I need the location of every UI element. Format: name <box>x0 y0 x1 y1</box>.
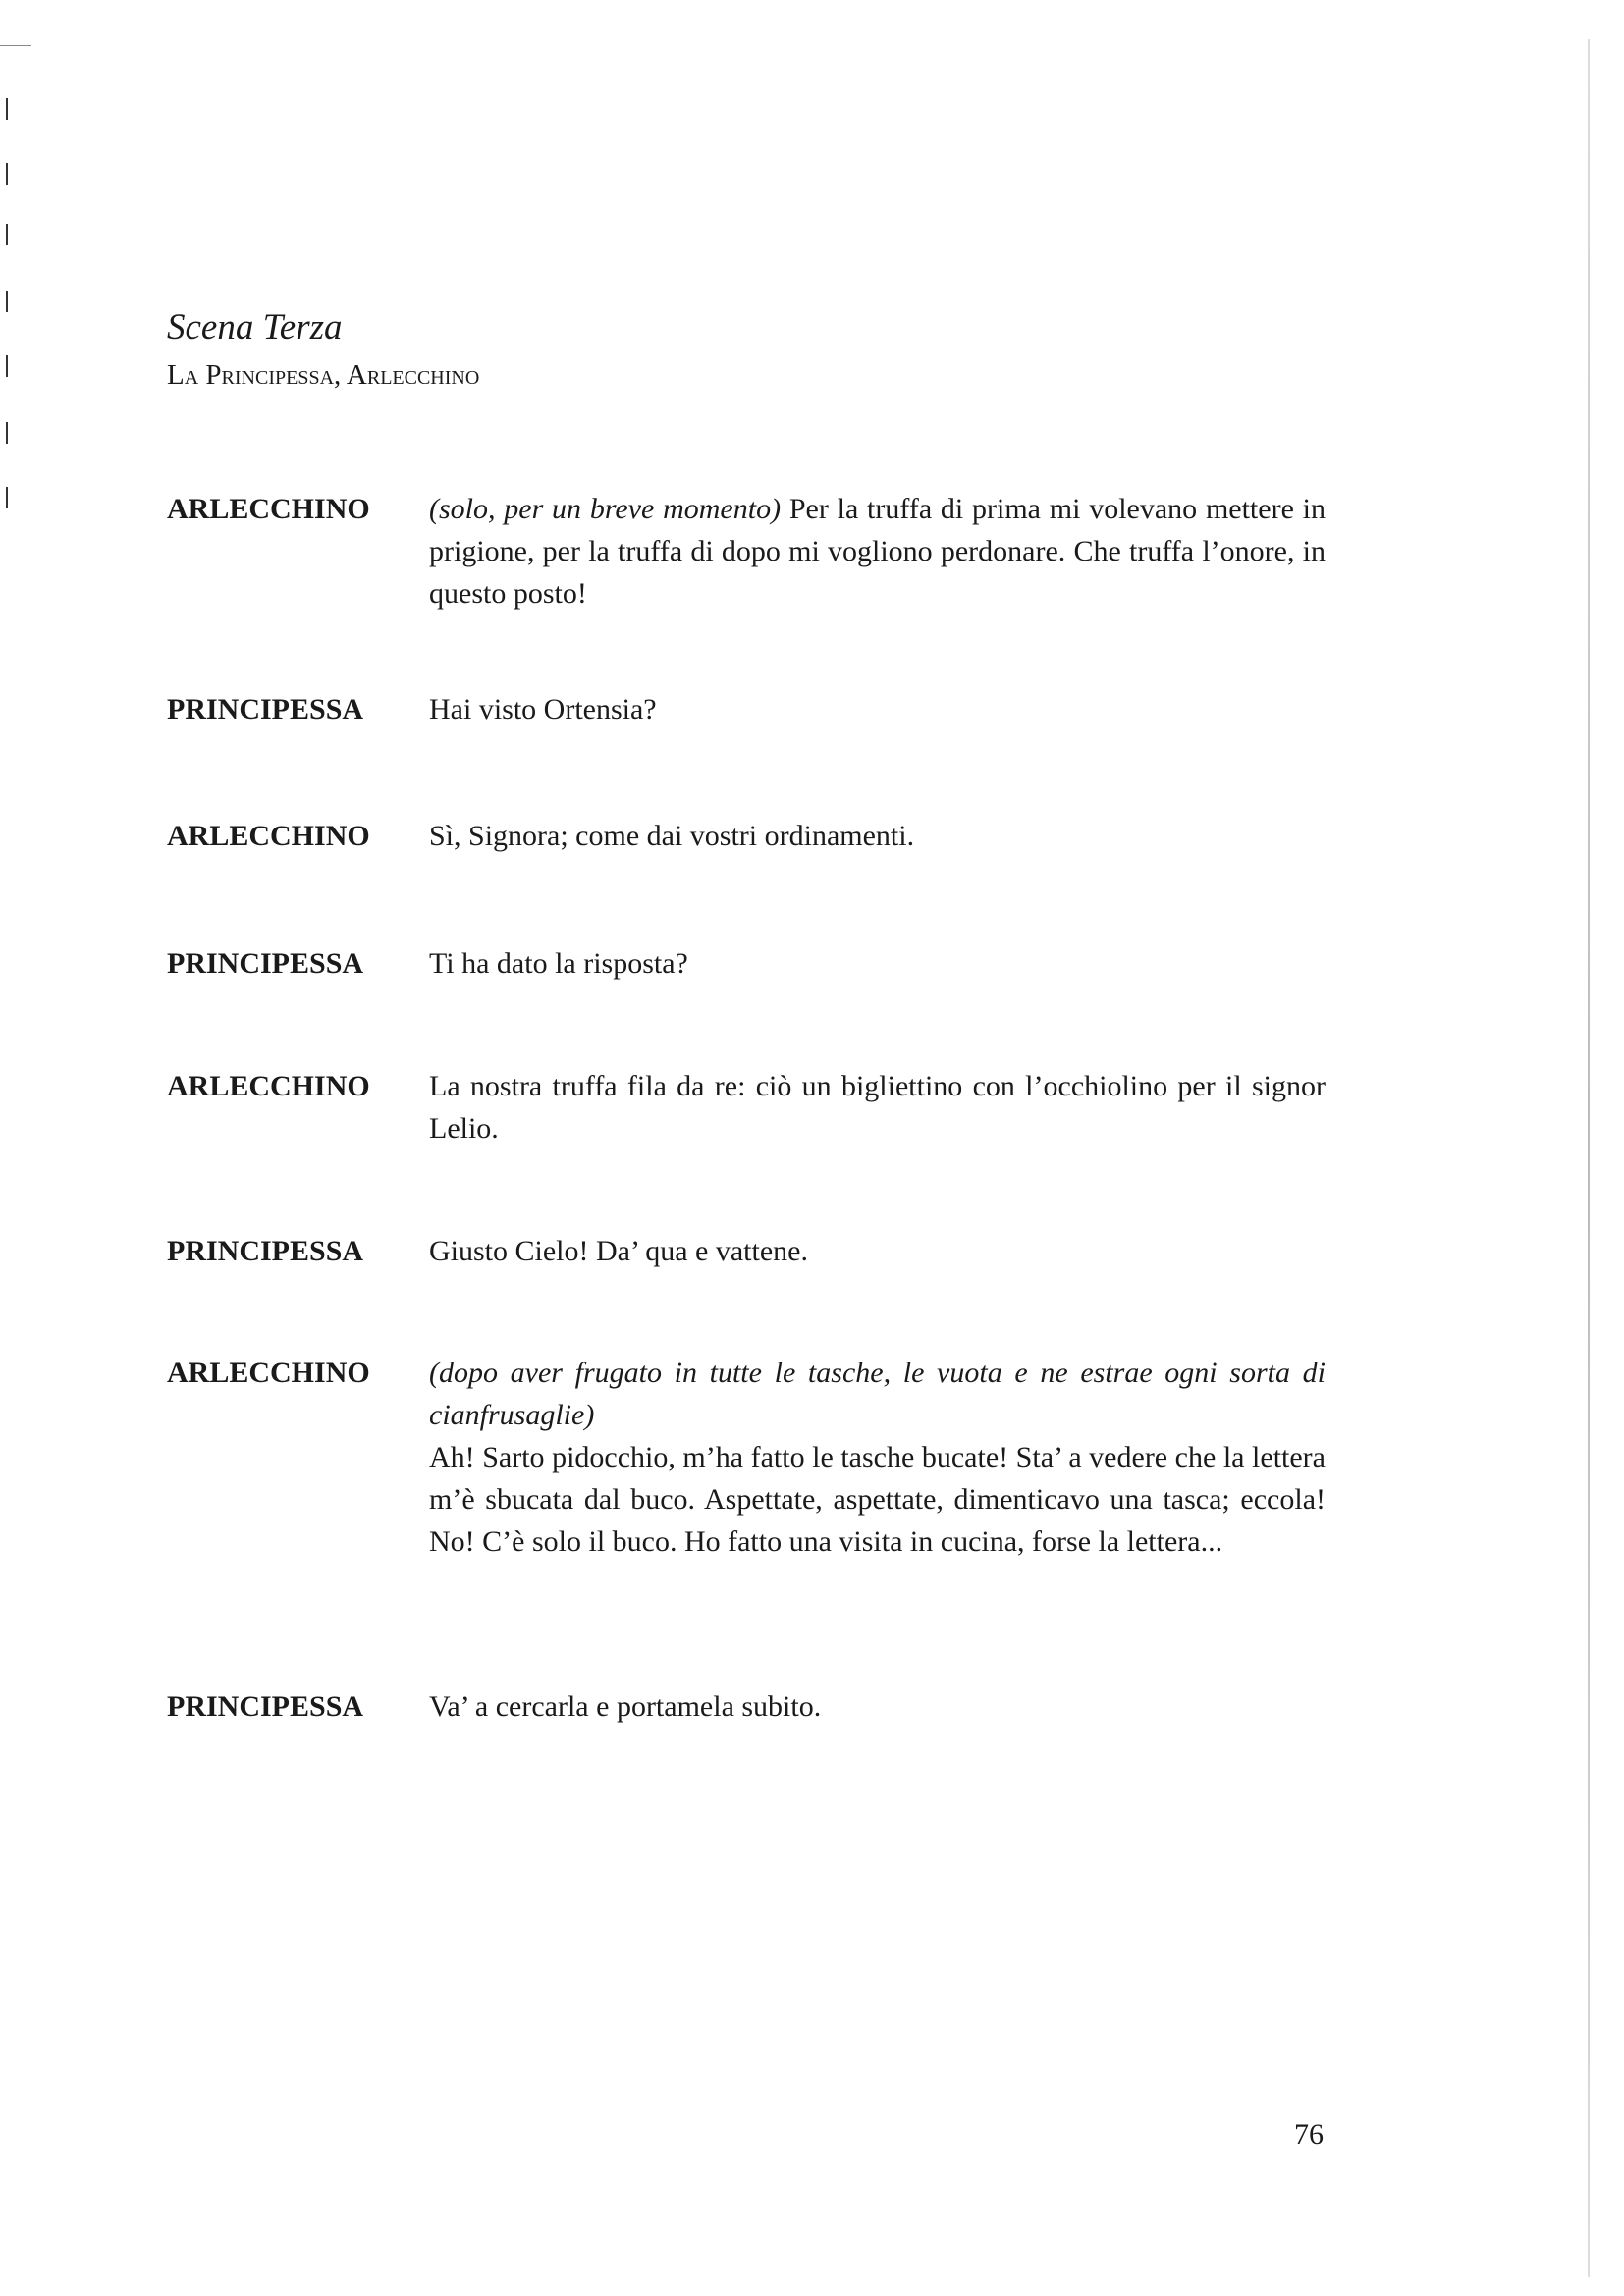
dialogue-text: Giusto Cielo! Da’ qua e vattene. <box>429 1235 808 1267</box>
dialogue-text: Sì, Signora; come dai vostri ordinamenti. <box>429 820 915 852</box>
scan-artifact-line <box>0 45 31 46</box>
speaker-name: PRINCIPESSA <box>167 947 364 980</box>
scan-margin-mark <box>6 487 8 508</box>
scan-page-edge <box>1588 39 1590 2277</box>
speaker-name: ARLECCHINO <box>167 1357 370 1389</box>
dialogue-text: La nostra truffa fila da re: ciò un bigliettino con l’occhiolino per il signor Lelio. <box>429 1070 1326 1145</box>
speaker-name: ARLECCHINO <box>167 820 370 852</box>
dialogue-text: Per la truffa di prima mi volevano mettere in prigione, per la truffa di dopo mi vogliono perdonare. Che truffa l’onore, in questo posto! <box>429 493 1326 610</box>
speaker-name: ARLECCHINO <box>167 1070 370 1102</box>
dialogue-text: Ti ha dato la risposta? <box>429 947 688 980</box>
stage-direction: (dopo aver frugato in tutte le tasche, le vuota e ne estrae ogni sorta di cianfrusaglie) <box>429 1357 1326 1431</box>
scan-margin-mark <box>6 98 8 120</box>
page-number: 76 <box>1294 2118 1324 2151</box>
speaker-name: PRINCIPESSA <box>167 693 364 725</box>
speaker-name: PRINCIPESSA <box>167 1235 364 1267</box>
dialogue-text: Va’ a cercarla e portamela subito. <box>429 1690 822 1723</box>
scene-title: Scena Terza <box>167 307 343 347</box>
scan-margin-mark <box>6 422 8 444</box>
scan-margin-mark <box>6 291 8 312</box>
scene-characters: La Principessa, Arlecchino <box>167 359 480 391</box>
speaker-name: PRINCIPESSA <box>167 1690 364 1723</box>
stage-direction: (solo, per un breve momento) <box>429 493 782 525</box>
scan-margin-mark <box>6 224 8 245</box>
dialogue-text: Ah! Sarto pidocchio, m’ha fatto le tasche bucate! Sta’ a vedere che la lettera m’è sbucata dal buco. Aspettate, aspettate, dimenticavo una tasca; eccola! No! C’è solo il buco. Ho fatto una visita in cucina, forse la lettera... <box>429 1441 1326 1558</box>
scan-margin-mark <box>6 163 8 185</box>
dialogue-text: Hai visto Ortensia? <box>429 693 657 725</box>
scan-margin-mark <box>6 355 8 377</box>
speaker-name: ARLECCHINO <box>167 493 370 525</box>
